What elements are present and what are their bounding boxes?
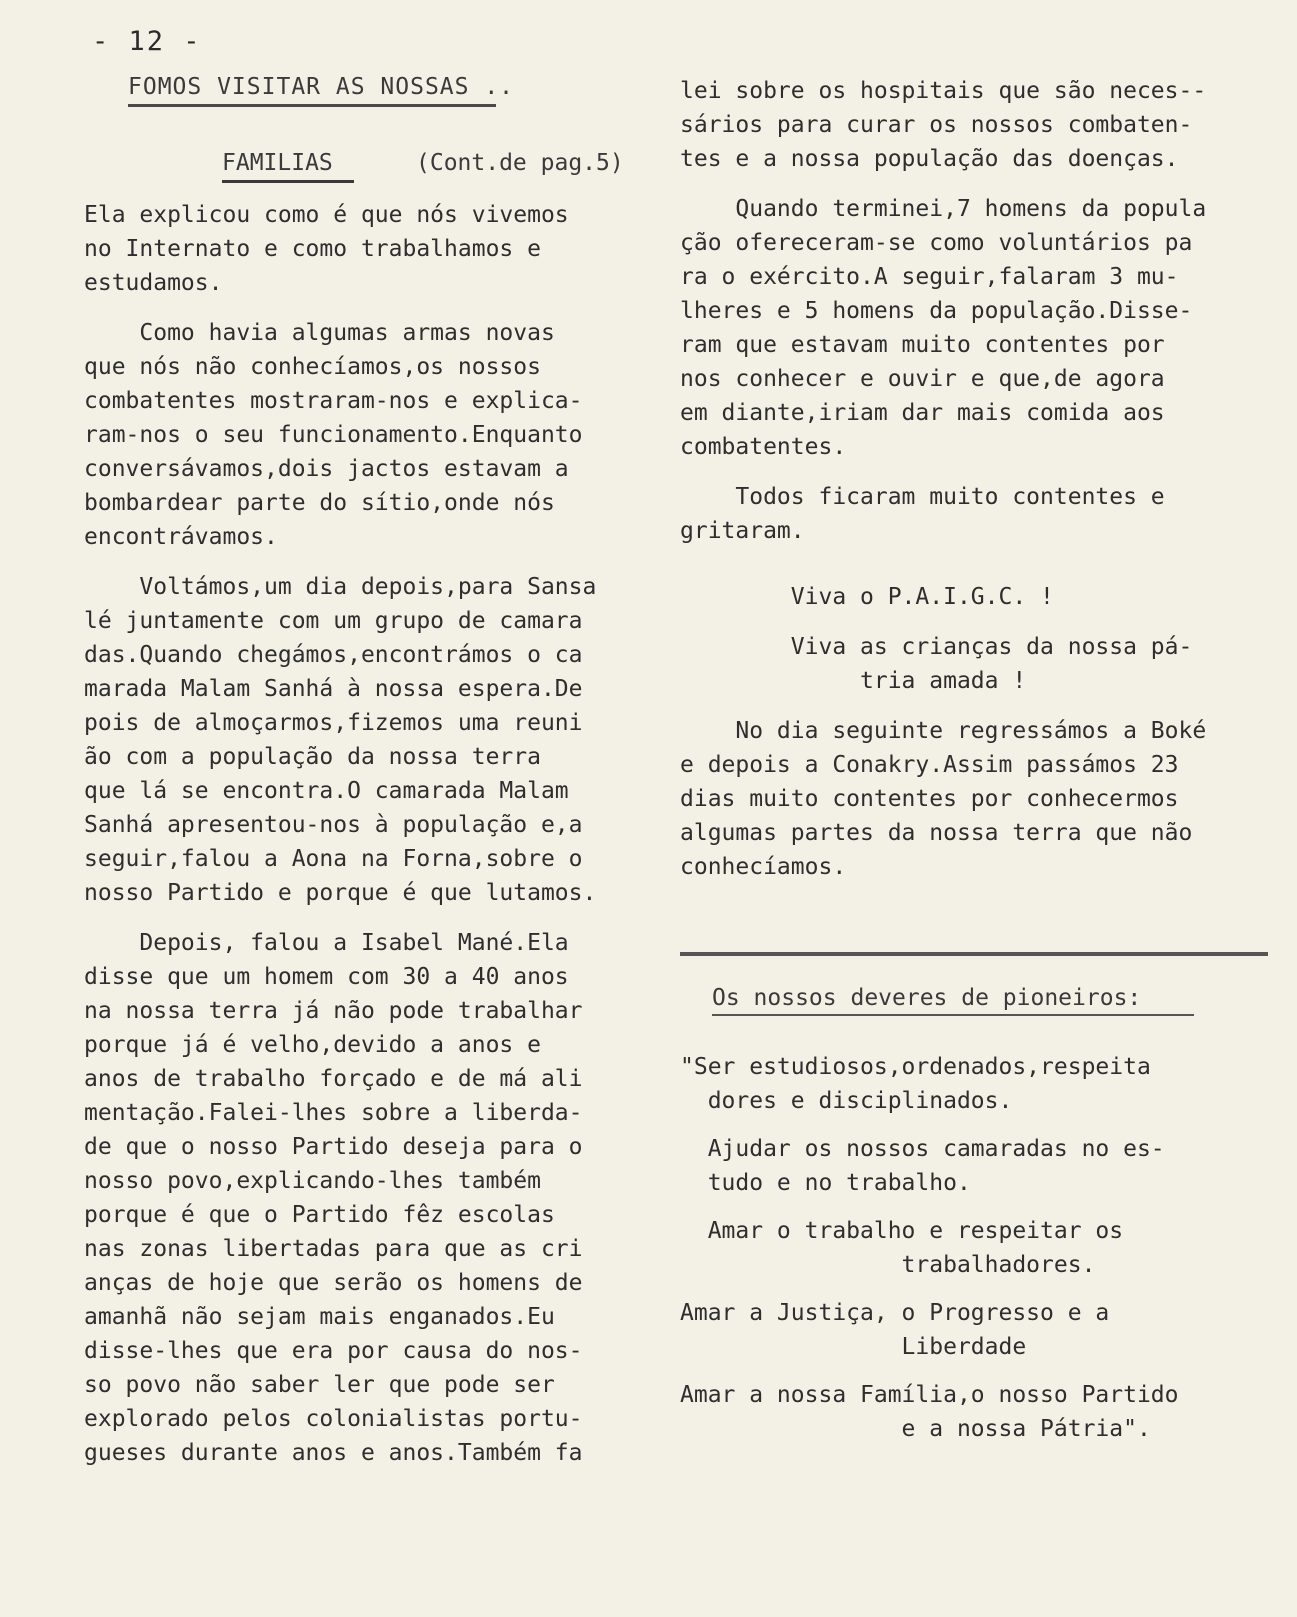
paragraph-gap [84, 910, 664, 926]
motto-line: Ajudar os nossos camaradas no es- [680, 1136, 1165, 1162]
article-subtitle: FAMILIAS [222, 150, 333, 176]
paragraph-gap [680, 1118, 1280, 1132]
text-line: Ela explicou como é que nós vivemos [84, 202, 569, 228]
motto-line: "Ser estudiosos,ordenados,respeita [680, 1054, 1151, 1080]
pioneers-heading-underline [712, 1014, 1194, 1016]
paragraph-gap [680, 564, 1280, 580]
text-line: Sanhá apresentou-nos à população e,a [84, 812, 583, 838]
text-line: Voltámos,um dia depois,para Sansa [84, 574, 597, 600]
text-line: ram-nos o seu funcionamento.Enquanto [84, 422, 583, 448]
text-line: lei sobre os hospitais que são neces-- [680, 78, 1207, 104]
text-line: pois de almoçarmos,fizemos uma reuni [84, 710, 583, 736]
text-line: bombardear parte do sítio,onde nós [84, 490, 555, 516]
text-line: de que o nosso Partido deseja para o [84, 1134, 583, 1160]
text-line: lheres e 5 homens da população.Disse- [680, 298, 1193, 324]
paragraph-gap [680, 1364, 1280, 1378]
page-number: - 12 - [92, 26, 202, 57]
text-line: e depois a Conakry.Assim passámos 23 [680, 752, 1179, 778]
text-line: Depois, falou a Isabel Mané.Ela [84, 930, 569, 956]
motto-line: Liberdade [680, 1334, 1027, 1360]
text-line: mentação.Falei-lhes sobre a liberda- [84, 1100, 583, 1126]
text-line: ram que estavam muito contentes por [680, 332, 1165, 358]
paragraph-gap [680, 614, 1280, 630]
motto-line: dores e disciplinados. [680, 1088, 1013, 1114]
text-line: porque é que o Partido fêz escolas [84, 1202, 555, 1228]
title-underline [128, 104, 496, 107]
text-line: nosso Partido e porque é que lutamos. [84, 880, 597, 906]
subtitle-underline [222, 180, 354, 183]
text-line: ra o exército.A seguir,falaram 3 mu- [680, 264, 1179, 290]
motto-line: Amar a Justiça, o Progresso e a [680, 1300, 1110, 1326]
paragraph-gap [680, 698, 1280, 714]
motto-line: e a nossa Pátria". [680, 1416, 1151, 1442]
paragraph-gap [680, 1200, 1280, 1214]
text-line: anças de hoje que serão os homens de [84, 1270, 583, 1296]
section-divider [680, 952, 1268, 956]
text-line: algumas partes da nossa terra que não [680, 820, 1193, 846]
text-line: ão com a população da nossa terra [84, 744, 541, 770]
text-line: lé juntamente com um grupo de camara [84, 608, 583, 634]
text-line: porque já é velho,devido a anos e [84, 1032, 541, 1058]
text-line: nos conhecer e ouvir e que,de agora [680, 366, 1165, 392]
text-line: nas zonas libertadas para que as cri [84, 1236, 583, 1262]
text-line: Todos ficaram muito contentes e [680, 484, 1165, 510]
text-line: Como havia algumas armas novas [84, 320, 555, 346]
text-line: combatentes. [680, 434, 847, 460]
paragraph-gap [680, 464, 1280, 480]
text-line: amanhã não sejam mais enganados.Eu [84, 1304, 555, 1330]
left-column-text [84, 198, 664, 1470]
pioneers-heading: Os nossos deveres de pioneiros: [712, 985, 1142, 1011]
text-line: gritaram. [680, 518, 805, 544]
text-line: que lá se encontra.O camarada Malam [84, 778, 569, 804]
text-line: ção ofereceram-se como voluntários pa [680, 230, 1193, 256]
paragraph-gap [680, 548, 1280, 564]
text-line: encontrávamos. [84, 524, 278, 550]
text-line: disse que um homem com 30 a 40 anos [84, 964, 569, 990]
paragraph-gap [84, 300, 664, 316]
text-line: gueses durante anos e anos.Também fa [84, 1440, 583, 1466]
motto-line: Amar o trabalho e respeitar os [680, 1218, 1124, 1244]
paragraph-gap [84, 554, 664, 570]
text-line: tria amada ! [680, 668, 1027, 694]
motto-line: Amar a nossa Família,o nosso Partido [680, 1382, 1179, 1408]
right-column-text [680, 74, 1280, 884]
text-line: dias muito contentes por conhecermos [680, 786, 1179, 812]
text-line: na nossa terra já não pode trabalhar [84, 998, 583, 1024]
text-line: conversávamos,dois jactos estavam a [84, 456, 569, 482]
text-line: Viva as crianças da nossa pá- [680, 634, 1193, 660]
text-line: anos de trabalho forçado e de má ali [84, 1066, 583, 1092]
paragraph-gap [680, 1282, 1280, 1296]
text-line: das.Quando chegámos,encontrámos o ca [84, 642, 583, 668]
text-line: No dia seguinte regressámos a Boké [680, 718, 1207, 744]
article-title: FOMOS VISITAR AS NOSSAS .. [128, 74, 515, 100]
text-line: combatentes mostraram-nos e explica- [84, 388, 583, 414]
text-line: seguir,falou a Aona na Forna,sobre o [84, 846, 583, 872]
text-line: no Internato e como trabalhamos e [84, 236, 541, 262]
text-line: disse-lhes que era por causa do nos- [84, 1338, 583, 1364]
text-line: explorado pelos colonialistas portu- [84, 1406, 583, 1432]
text-line: que nós não conhecíamos,os nossos [84, 354, 541, 380]
text-line: tes e a nossa população das doenças. [680, 146, 1179, 172]
text-line: em diante,iriam dar mais comida aos [680, 400, 1165, 426]
text-line: Quando terminei,7 homens da popula [680, 196, 1207, 222]
pioneers-mottos [680, 1050, 1280, 1446]
text-line: nosso povo,explicando-lhes também [84, 1168, 541, 1194]
text-line: marada Malam Sanhá à nossa espera.De [84, 676, 583, 702]
text-line: Viva o P.A.I.G.C. ! [680, 584, 1054, 610]
text-line: conhecíamos. [680, 854, 847, 880]
text-line: sários para curar os nossos combaten- [680, 112, 1193, 138]
text-line: so povo não saber ler que pode ser [84, 1372, 555, 1398]
paragraph-gap [680, 176, 1280, 192]
motto-line: tudo e no trabalho. [680, 1170, 971, 1196]
text-line: estudamos. [84, 270, 223, 296]
continuation-note: (Cont.de pag.5) [416, 150, 624, 176]
motto-line: trabalhadores. [680, 1252, 1096, 1278]
